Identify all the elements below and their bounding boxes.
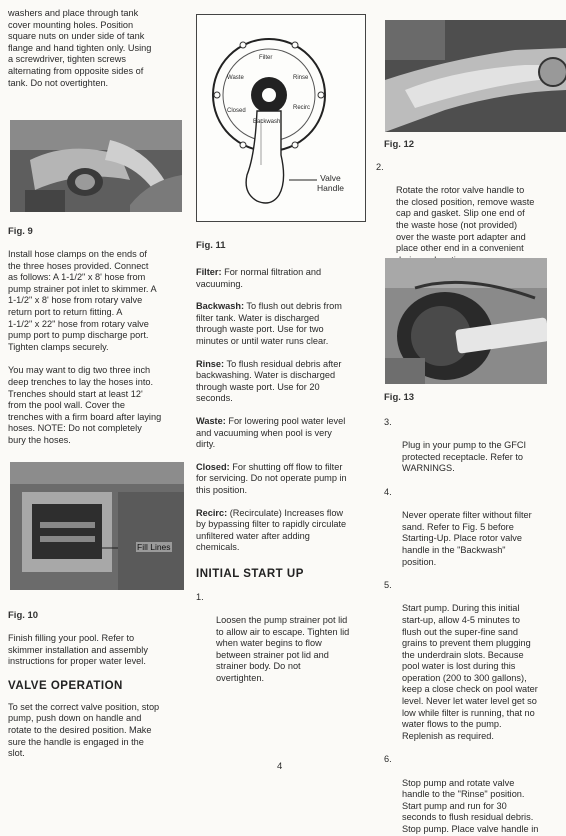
fig9-photo [10, 120, 182, 212]
fig12-caption: Fig. 12 [384, 139, 415, 150]
initial-startup-heading: INITIAL START UP [196, 567, 304, 580]
def-rinse-term: Rinse: [196, 358, 225, 369]
def-backwash-term: Backwash: [196, 301, 245, 312]
step-2-number: 2. [376, 162, 384, 172]
valve-handle-label: Valve Handle [317, 173, 344, 193]
step-4-text: Never operate filter without filter sand. Refer to Fig. 5 before Starting-Up. Place rotor valve handle in the "Backwash" position. [402, 510, 532, 567]
step-3-number: 3. [384, 417, 392, 427]
def-recirc [196, 508, 376, 554]
fig13-image [385, 258, 547, 384]
fig10-image [10, 462, 184, 590]
intro-paragraph: washers and place through tank cover mounting holes. Position square nuts on under side of tank flange and hand tighten only. Using a screwdriver, tighten screws alternating from opposite sides of tank. Do not overtighten. [8, 8, 152, 88]
step-1-text: Loosen the pump strainer pot lid to allow air to escape. Tighten lid when water begins to flow between strainer pot lid and strainer body. Do not overtighten. [216, 615, 350, 684]
page-number: 4 [277, 761, 283, 772]
def-filter-text: For normal filtration and vacuuming. [196, 267, 322, 289]
fig9-image [10, 120, 182, 212]
left-column-bottom [8, 610, 190, 760]
def-filter-term: Filter: [196, 267, 222, 277]
fig11-caption: Fig. 11 [196, 240, 226, 251]
def-waste [196, 416, 376, 451]
fig12-image [385, 20, 566, 132]
fig9-caption: Fig. 9 [8, 226, 33, 237]
def-backwash-text: To flush out debris from filter tank. Water is discharged through waste port. Use for two minutes or until water runs clear. [196, 301, 342, 346]
fig10-photo [10, 462, 184, 590]
step-6-number: 6. [384, 754, 392, 765]
step-5-text: Start pump. During this initial start-up, allow 4-5 minutes to flush out the super-fine sand grains to prevent them plugging the underdrain slots. Because pool water is lost during this operation (200 to 300 gallons), keep a close check on pool water level. Never let water level get so low while filter is running, that no water flows to the pump. Replenish as required. [402, 603, 538, 741]
def-rinse-text: To flush residual debris after backwashing. Water is discharged through waste port. Use for 20 seconds. [196, 358, 342, 404]
def-closed-term: Closed: [196, 461, 230, 472]
fig12-photo [385, 20, 566, 132]
def-recirc-term: Recirc: [196, 507, 228, 518]
step-2-text: Rotate the rotor valve handle to the closed position, remove waste cap and gasket. Slip one end of the waste hose (not provided) over the waste port adapter and place other end in a convenient [396, 185, 535, 254]
dial-label-closed: Closed [227, 108, 246, 114]
def-closed [196, 462, 376, 497]
fill-paragraph: Finish filling your pool. Refer to skimmer installation and assembly instructions for proper water level. [8, 633, 148, 667]
fig13-caption: Fig. 13 [384, 392, 415, 403]
step-3-text: Plug in your pump to the GFCI protected receptacle. Refer to WARNINGS. [402, 440, 527, 474]
left-column [8, 8, 188, 89]
def-waste-text: For lowering pool water level and vacuuming when pool is very dirty. [196, 415, 346, 450]
def-recirc-text: (Recirculate) Increases flow by bypassing filter to rapidly circulate unfiltered water after adding chemicals. [196, 507, 347, 553]
hose-paragraph: Install hose clamps on the ends of the three hoses provided. Connect as follows: A 1-1/2" x 8' hose from pump strainer pot inlet to skimmer. A 1-1/2" x 8' hose from rotary valve return port to return fitting. A 1-1/2" x 22" hose from rotary valve pump port to pump discharge port. Tighten clamps securely. [8, 249, 157, 352]
trench-paragraph: You may want to dig two three inch deep trenches to lay the hoses into. Trenches should start at least 12' from the pool wall. Cover the trenches with a firm board after laying hoses. NOTE: Do not completely bury the hoses. [8, 365, 162, 445]
fill-lines-label: Fill Lines [137, 542, 171, 552]
step-5 [384, 580, 564, 742]
def-waste-term: Waste: [196, 415, 226, 426]
step-6 [384, 754, 564, 835]
valve-operation-heading: VALVE OPERATION [8, 679, 123, 692]
fig11-diagram [196, 14, 366, 222]
step-3 [384, 417, 564, 475]
middle-column [196, 240, 376, 685]
step-4-number: 4. [384, 486, 392, 497]
valve-operation-paragraph: To set the correct valve position, stop pump, push down on handle and rotate to the desired position. Make sure the handle is engaged in the slot. [8, 701, 160, 759]
fig10-caption: Fig. 10 [8, 610, 39, 621]
right-column-top [376, 139, 564, 266]
def-closed-text: For shutting off flow to filter for servicing. Do not operate pump in this position. [196, 461, 347, 495]
step-5-number: 5. [384, 580, 392, 591]
dial-label-backwash: Backwash [253, 119, 281, 125]
def-filter [196, 267, 376, 290]
dial-label-waste: Waste [227, 75, 244, 81]
def-backwash [196, 301, 376, 347]
step-1 [196, 592, 376, 685]
left-column-mid [8, 226, 190, 447]
step-1-number: 1. [196, 591, 204, 602]
fig13-photo [385, 258, 547, 384]
right-column-bottom [384, 392, 564, 836]
dial-label-recirc: Recirc [293, 105, 311, 111]
def-rinse [196, 359, 376, 405]
step-2 [376, 162, 564, 266]
dial-label-filter: Filter [259, 55, 273, 61]
step-4 [384, 487, 564, 568]
dial-label-rinse: Rinse [293, 75, 309, 81]
step-6-text: Stop pump and rotate valve handle to the "Rinse" position. Start pump and run for 30 seconds to flush residual debris. Stop pump. Place valve handle in [402, 777, 539, 834]
